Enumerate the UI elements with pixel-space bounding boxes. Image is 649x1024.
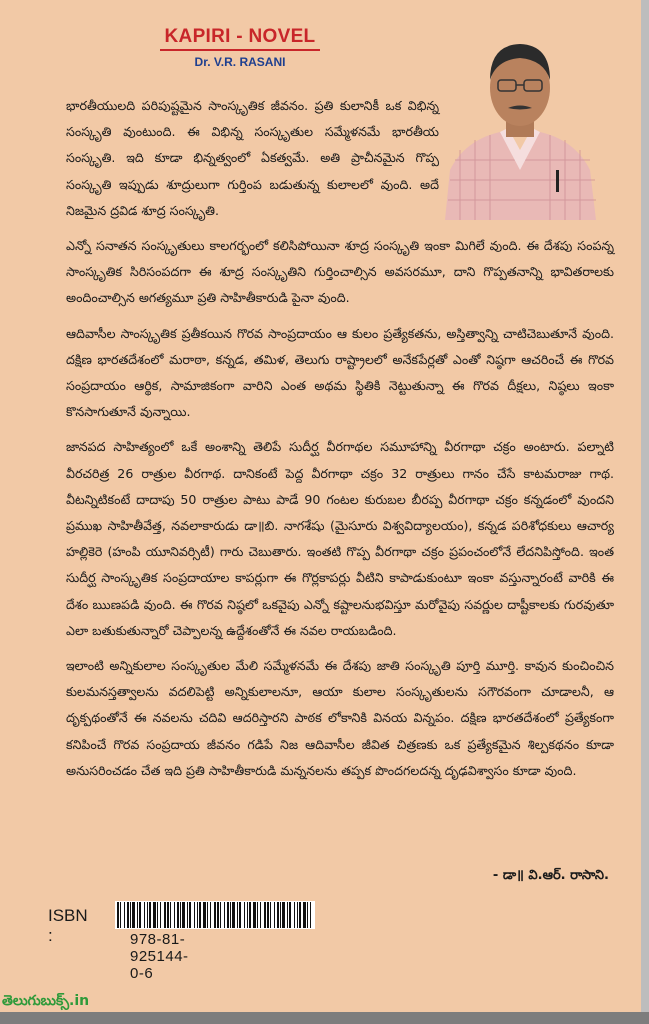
paragraph-1: భారతీయులది పరిపుష్టమైన సాంస్కృతిక జీవనం. ప్రతి కులానికీ ఒక విభిన్న సంస్కృతి వుంటుంది. ఈ విభిన్న సంస్కృతుల సమ్మేళనమే భారతీయ సంస్కృతి. ఇది కూడా భిన్నత్వంలో ఏకత్వమే. అతి ప్రాచీనమైన గొప్ప సంస్కృతి ఇప్పుడు శూద్రులుగా గుర్తింప బడుతున్న కులాలలో వుంది. అదే నిజమైన ద్రవిడ శూద్ర సంస్కృతి. xyxy=(66,98,439,218)
isbn-label: ISBN : xyxy=(48,906,88,945)
paragraph-5: ఇలాంటి అన్నికులాల సంస్కృతుల మేలి సమ్మేళనమే ఈ దేశపు జాతి సంస్కృతి పూర్తి మూర్తి. కావున కుంచించిన కులమనస్తత్వాలను వదలిపెట్టి అన్నికులాలనూ, ఆయా కులాల సంస్కృతులను సగౌరవంగా చూడాలనీ, ఆ దృక్పథంతోనే ఈ నవలను చదివి ఆదరిస్తారని పాఠక లోకానికి వినయ విన్నపం. దక్షిణ భారతదేశంలో ప్రత్యేకంగా కనిపించే గొరవ సంప్రదాయ జీవనం గడిపే నిజ ఆదివాసీల జీవిత చిత్రణకు ఒక ప్రత్యేకమైన శిల్పకథనం కూడా అనుసరించడం చేత ఇది ప్రతి సాహితీకారుడి మన్ననలను తప్పక పొందగలదన్న దృఢవిశ్వాసం కూడా వుంది. xyxy=(66,658,614,778)
site-watermark: తెలుగుబుక్స్.in xyxy=(2,993,90,1009)
book-title: KAPIRI - NOVEL xyxy=(160,26,320,51)
author-name: Dr. V.R. RASANI xyxy=(194,55,286,69)
scan-edge-bottom xyxy=(0,1012,649,1024)
paragraph-4: జానపద సాహిత్యంలో ఒకే అంశాన్ని తెలిపే సుదీర్ఘ వీరగాథల సమూహాన్ని వీరగాథా చక్రం అంటారు. పల్నాటి వీరచరిత్ర 26 రాత్రుల వీరగాథ. దానికంటే పెద్ద వీరగాథా చక్రం 32 రాత్రులు గానం చేసే కాటమరాజు గాథ. వీటన్నిటికంటే దాదాపు 50 రాత్రుల పాటు పాడే 90 గంటల కురుబల బీరప్ప వీరగాథా చక్రం కన్నడంలో వుందని ప్రముఖ సాహితీవేత్త, నవలాకారుడు డా॥బి. నాగశేషు (మైసూరు విశ్వవిద్యాలయం), కన్నడ పరిశోధకులు ఆచార్య హల్లికెరె (హంపి యూనివర్సిటీ) గారు చెబుతారు. ఇంతటి గొప్ప వీరగాథా చక్రం ప్రపంచంలోనే లేదనిపిస్తోంది. ఇంత సుదీర్ఘ సాంస్కృతిక సంప్రదాయాల కాపర్లుగా ఈ గొర్లకాపర్లు వీటిని కాపాడుకుంటూ ఇంకా వస్తున్నారంటే వారికి ఈ దేశం ఋణపడి వుంది. ఈ గొరవ నిష్ఠలో ఒకవైపు ఎన్నో కష్టాలనుభవిస్తూ మరోవైపు సవర్ణుల దాష్టీకాలకు గురవుతూ ఎలా బతుకుతున్నారో చెప్పాలన్న ఉద్దేశంతోనే ఈ నవల రాయబడింది. xyxy=(66,439,614,638)
paragraph-3: ఆదివాసీల సాంస్కృతిక ప్రతీకయిన గొరవ సాంప్రదాయం ఆ కులం ప్రత్యేకతను, అస్తిత్వాన్ని చాటిచెబుతూనే వుంది. దక్షిణ భారతదేశంలో మరాఠా, కన్నడ, తమిళ, తెలుగు రాష్ట్రాలలో అనేకపేర్లతో ఎంతో నిష్ఠగా ఆచరించే ఈ గొరవ సంప్రదాయం ఆర్థిక, సామాజికంగా వారిని ఎంత అథమ స్థితికి నెట్టుతున్నా ఈ గొరవ దీక్షలు, నిష్ఠలు ఇంకా కొనసాగుతూనే వున్నాయి. xyxy=(66,325,614,420)
paragraph-2: ఎన్నో సనాతన సంస్కృతులు కాలగర్భంలో కలిసిపోయినా శూద్ర సంస్కృతి ఇంకా మిగిలే వుంది. ఈ దేశపు సంపన్న సాంస్కృతిక సిరిసంపదగా ఈ శూద్ర సంస్కృతిని గుర్తించాల్సిన అవసరమూ, దాని గొప్పతనాన్ని భావితరాలకు అందించాల్సిన అగత్యమూ ప్రతి సాహితీకారుడి పైనా వుంది. xyxy=(66,238,614,306)
blurb-text xyxy=(66,93,614,793)
author-signature: - డా॥ వి.ఆర్. రాసాని. xyxy=(492,868,609,883)
scan-edge-right xyxy=(641,0,649,1024)
barcode xyxy=(115,901,315,929)
isbn-number: 978-81-925144-0-6 xyxy=(130,931,189,982)
